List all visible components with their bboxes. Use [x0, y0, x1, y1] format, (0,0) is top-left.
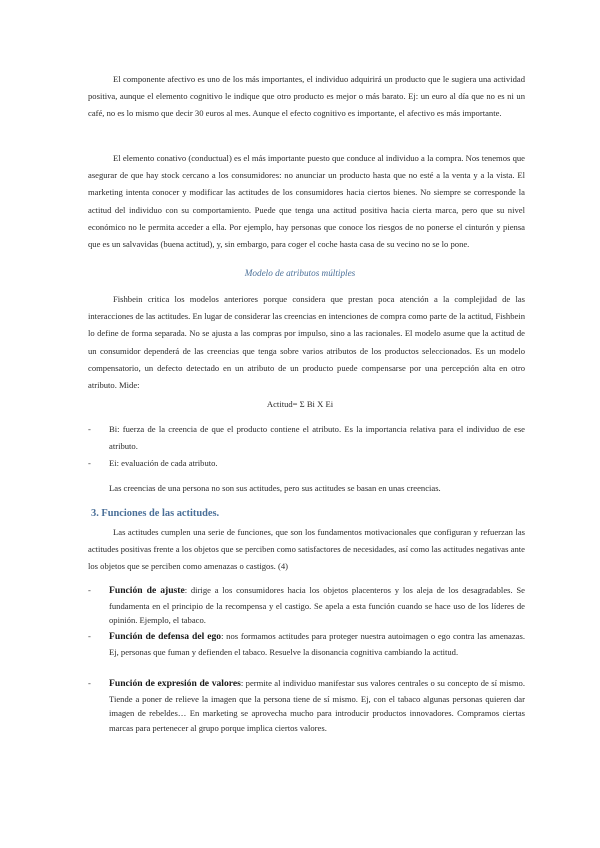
list-item: [88, 421, 525, 457]
formula-attitude: Actitud= Σ Bi X Ei: [266, 399, 334, 409]
paragraph-fishbein: Fishbein critica los modelos anteriores porque considera que prestan poca atención a la complejidad de las interacciones de las actitudes. En lugar de considerar las creencias en intenciones de compra como parte de la actitud, Fishbein lo define de forma separada. No se ajusta a las compras por impulso, sino a las racionales. El modelo asume que la actitud de un consumidor dependerá de las creencias que tenga sobre varios atributos de los productos seleccionados. Es un modelo compensatorio, un defecto detectado en un atributo de un producto puede compensarse por una percepción alta en otro atributo. Mide:: [88, 294, 525, 391]
paragraph-conative: El elemento conativo (conductual) es el más importante puesto que conduce al individuo a la compra. Nos tenemos que asegurar de que hay stock cercano a los consumidores: no anunciar un producto hasta que no esté a la venta y a la vista. El marketing intenta conocer y modificar las actitudes de los consumidores hacia ciertos bienes. No siempre se corresponde la actitud del individuo con su comportamiento. Puede que tenga una actitud positiva hacia cierta marca, pero que su nivel económico no le permita acceder a ella. Por ejemplo, hay personas que conoce los riesgos de no ponerse el cinturón y piensa que es un salvavidas (buena actitud), y, sin embargo, para coger el coche hasta casa de su vecino no se lo pone.: [88, 153, 525, 250]
bullet-text: Ei: evaluación de cada atributo.: [109, 458, 218, 468]
function-title: Función de expresión de valores: [109, 678, 241, 689]
list-item: [88, 455, 525, 473]
function-text: : nos formamos actitudes para proteger nuestra autoimagen o ego contra las amenazas. Ej, personas que fuman y defienden el tabaco. Resuelve la disonancia cognitiva cambiando la actitud.: [109, 631, 525, 657]
paragraph-affective: El componente afectivo es uno de los más importantes, el individuo adquirirá un producto que le sugiera una actividad positiva, aunque el elemento cognitivo le indique que otro producto es mejor o más barato. Ej: un euro al día que no es ni un café, no es lo mismo que decir 30 euros al mes. Aunque el efecto cognitivo es importante, el afectivo es más importante.: [88, 74, 525, 119]
bullet-text: Bi: fuerza de la creencia de que el producto contiene el atributo. Es la importancia relativa para el individuo de ese atributo.: [109, 424, 525, 452]
bullet-dash: -: [88, 458, 91, 468]
subheading-multiattribute-model: Modelo de atributos múltiples: [244, 268, 356, 278]
paragraph-beliefs: Las creencias de una persona no son sus actitudes, pero sus actitudes se basan en unas creencias.: [109, 483, 441, 493]
section-heading: 3. Funciones de las actitudes.: [91, 508, 220, 519]
function-title: Función de ajuste: [109, 585, 185, 596]
function-title: Función de defensa del ego: [109, 631, 222, 642]
bullet-dash: -: [88, 585, 91, 595]
function-text: : dirige a los consumidores hacia los objetos placenteros y los aleja de los desagradables. Se fundamenta en el principio de la recompensa y el castigo. Se apela a esta función cuando se hace uso de los líderes de opinión. Ejemplo, el tabaco.: [109, 585, 525, 626]
function-text: : permite al individuo manifestar sus valores centrales o su concepto de sí mismo. Tiende a poner de relieve la imagen que la persona tiene de sí mismo. Ej, con el tabaco algunas personas quieren dar imagen de rebeldes… En marketing se aprovecha mucho para introducir productos innovadores. Compramos ciertas marcas para pertenecer al grupo porque implica ciertos valores.: [109, 678, 525, 734]
bullet-dash: -: [88, 678, 91, 688]
bullet-dash: -: [88, 424, 91, 434]
paragraph-functions-intro: Las actitudes cumplen una serie de funciones, que son los fundamentos motivacionales que configuran y refuerzan las actitudes positivas frente a los objetos que se perciben como satisfactores de necesidades, así como las actitudes negativas ante los objetos que se perciben como amenazas o castigos. (4): [88, 527, 525, 572]
bullet-dash: -: [88, 631, 91, 641]
